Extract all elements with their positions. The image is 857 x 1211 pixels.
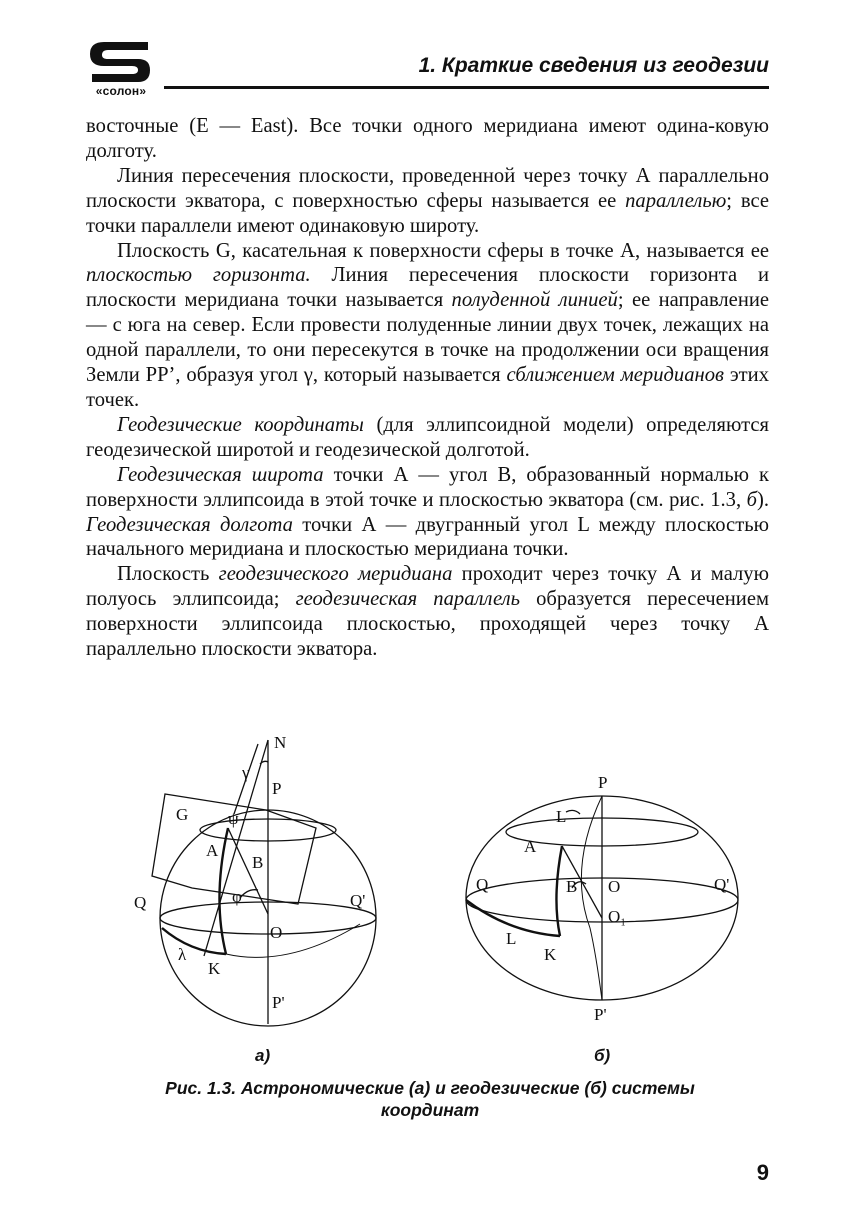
label-L-top: L xyxy=(556,807,567,826)
figure-caption: Рис. 1.3. Астрономические (а) и геодезические (б) системы координат xyxy=(165,1078,695,1120)
text-run: ; все точки параллели имеют одинаковую широту. xyxy=(86,189,769,237)
diagram-a-labels xyxy=(134,733,365,1012)
label-O: O xyxy=(270,923,283,942)
label-K-b: K xyxy=(544,945,557,964)
text-run: (для эллипсоидной модели) определяются геодезической широтой и геодезической долготой. xyxy=(86,413,769,461)
label-G: G xyxy=(176,805,189,824)
page-header xyxy=(86,40,769,100)
text-run: этих точек. xyxy=(86,364,769,411)
label-Qprime-b: Q' xyxy=(714,875,730,894)
italic-term: б xyxy=(746,488,757,511)
body-text xyxy=(86,114,769,662)
lower-arc xyxy=(226,924,360,957)
text-run: проходит через точку А и малую полуось эллипсоида; xyxy=(86,563,769,611)
label-phi: φ xyxy=(232,887,242,906)
italic-term: параллелью xyxy=(625,189,727,212)
paragraph xyxy=(86,114,769,164)
italic-term: геодезическая параллель xyxy=(295,588,520,611)
text-run: Линия пересечения плоскости горизонта и плоскости меридиана точки называется xyxy=(86,264,770,312)
label-B: B xyxy=(252,853,264,872)
label-psi: ψ xyxy=(228,809,239,828)
solon-logo-icon xyxy=(86,40,156,86)
label-Q: Q xyxy=(134,893,147,912)
paragraph xyxy=(86,239,769,413)
L-top-arc xyxy=(566,810,580,814)
publisher-logo xyxy=(86,40,156,98)
figure-1-3 xyxy=(120,728,760,1048)
prime-meridian-b xyxy=(581,796,602,1000)
label-L-b: L xyxy=(506,929,517,948)
italic-term: полуденной линией xyxy=(451,289,618,312)
subfigure-label-b: б) xyxy=(594,1046,611,1065)
italic-term: плоскостью горизонта. xyxy=(86,264,311,287)
italic-term: Геодезическая широта xyxy=(117,463,324,486)
label-Pprime: P' xyxy=(272,993,285,1012)
label-B-b: B xyxy=(566,877,578,896)
label-K: K xyxy=(208,959,221,978)
label-O1: O₁ xyxy=(608,907,627,926)
subfigure-label-a: а) xyxy=(255,1046,271,1065)
diagram-b xyxy=(466,796,738,1000)
paragraph xyxy=(86,413,769,463)
label-gamma: γ xyxy=(242,763,250,782)
text-run: точки А — угол В, образованный нормалью к поверхности эллипсоида в этой точке и плоскостью экватора (см. рис. 1.3, xyxy=(86,463,769,511)
text-run: точки А — двугранный угол L между плоскостью начального меридиана и плоскостью меридиана точки. xyxy=(86,513,769,561)
meridian-arc-b xyxy=(556,846,562,936)
italic-term: геодезического меридиана xyxy=(218,563,453,586)
text-run: Плоскость xyxy=(117,563,219,586)
logo-text: «солон» xyxy=(95,84,147,98)
chapter-title: 1. Краткие сведения из геодезии xyxy=(418,54,769,77)
italic-term: Геодезическая долгота xyxy=(86,513,293,536)
text-run: ). xyxy=(756,488,769,511)
paragraph xyxy=(86,562,769,662)
coordinate-systems-diagram xyxy=(120,728,760,1048)
italic-term: Геодезические координаты xyxy=(117,413,364,436)
header-rule xyxy=(164,86,769,89)
text-run: образуется пересечением поверхности эллипсоида плоскостью, проходящей через точку А параллельно плоскости экватора. xyxy=(86,588,769,661)
text-run: восточные (Е — East). Все точки одного меридиана имеют одина-ковую долготу. xyxy=(86,115,769,162)
diagram-b-labels xyxy=(476,773,729,1024)
label-N: N xyxy=(274,733,287,752)
page-number: 9 xyxy=(756,1160,769,1185)
label-O-b: O xyxy=(608,877,621,896)
label-A: A xyxy=(206,841,219,860)
label-Qprime: Q' xyxy=(350,891,366,910)
label-A-b: A xyxy=(524,837,537,856)
diagram-a xyxy=(152,740,376,1026)
label-P: P xyxy=(272,779,282,798)
label-P-b: P xyxy=(598,773,608,792)
paragraph xyxy=(86,463,769,563)
label-Q-b: Q xyxy=(476,875,489,894)
text-run: ; ее направление — с юга на север. Если провести полуденные линии двух точек, лежащих на одной параллели, то они пересекутся в точке на продолжении оси вращения Земли PP’, образуя угол γ, который называется xyxy=(86,289,769,387)
text-run: Линия пересечения плоскости, проведенной через точку А параллельно плоскости экватора, с поверхностью сферы называется ее xyxy=(86,164,769,212)
italic-term: сближением меридианов xyxy=(506,364,724,387)
paragraph xyxy=(86,164,769,239)
label-lambda: λ xyxy=(178,945,187,964)
text-run: Плоскость G, касательная к поверхности сферы в точке А, называется ее xyxy=(117,239,769,262)
label-Pprime-b: P' xyxy=(594,1005,607,1024)
